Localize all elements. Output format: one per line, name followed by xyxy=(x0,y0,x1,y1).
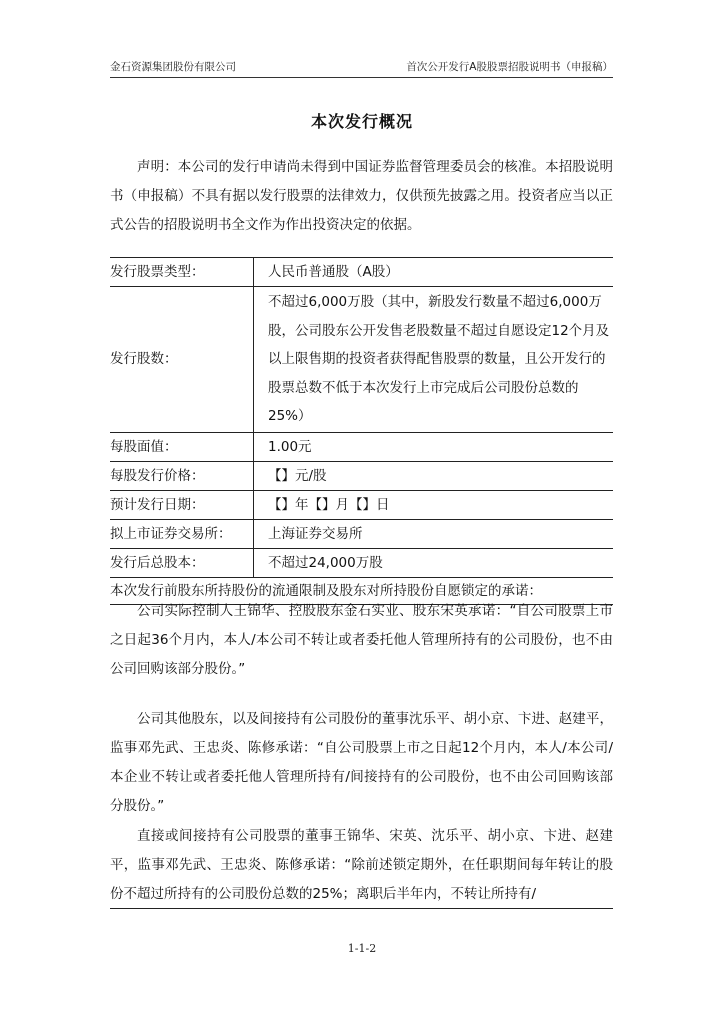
table-row xyxy=(110,548,613,577)
row-value: 【】元/股 xyxy=(254,461,614,490)
page-number: 1-1-2 xyxy=(347,942,377,955)
row-value: 【】年【】月【】日 xyxy=(254,490,614,519)
row-label: 发行股票类型： xyxy=(110,258,254,287)
lockup-heading: 本次发行前股东所持股份的流通限制及股东对所持股份自愿锁定的承诺： xyxy=(110,577,613,604)
commitment-paragraph: 直接或间接持有公司股票的董事王锦华、宋英、沈乐平、胡小京、卞进、赵建平，监事邓先武、王忠炎、陈修承诺：“除前述锁定期外，在任职期间每年转让的股份不超过所持有的公司股份总数的25%；离职后半年内，不转让所持有/ xyxy=(110,828,613,902)
row-value: 1.00元 xyxy=(254,432,614,461)
header-document-title: 首次公开发行A股股票招股说明书（申报稿） xyxy=(406,61,613,73)
row-label: 预计发行日期： xyxy=(110,490,254,519)
page-title: 本次发行概况 xyxy=(310,112,413,131)
table-row xyxy=(110,519,613,548)
table-row xyxy=(110,432,613,461)
table-row xyxy=(110,287,613,433)
row-label: 拟上市证券交易所： xyxy=(110,519,254,548)
table-row xyxy=(110,258,613,287)
header-rule xyxy=(110,77,613,78)
header-company-name: 金石资源集团股份有限公司 xyxy=(110,61,236,73)
row-value: 不超过24,000万股 xyxy=(254,548,614,577)
table-row xyxy=(110,461,613,490)
row-value: 上海证券交易所 xyxy=(254,519,614,548)
commitment-paragraph: 公司实际控制人王锦华、控股股东金石实业、股东宋英承诺：“自公司股票上市之日起36个月内，本人/本公司不转让或者委托他人管理所持有的公司股份，也不由公司回购该部分股份。” xyxy=(110,603,613,677)
page-header xyxy=(110,57,613,75)
row-label: 发行后总股本： xyxy=(110,548,254,577)
row-label: 每股发行价格： xyxy=(110,461,254,490)
statement-paragraph: 声明：本公司的发行申请尚未得到中国证券监督管理委员会的核准。本招股说明书（申报稿）不具有据以发行股票的法律效力，仅供预先披露之用。投资者应当以正式公告的招股说明书全文作为作出投资决定的依据。 xyxy=(110,159,613,233)
row-value: 人民币普通股（A股） xyxy=(254,258,614,287)
row-value: 不超过6,000万股（其中，新股发行数量不超过6,000万股，公司股东公开发售老股数量不超过自愿设定12个月及以上限售期的投资者获得配售股票的数量，且公开发行的股票总数不低于本次发行上市完成后公司股份总数的25%） xyxy=(254,287,614,433)
row-label: 发行股数： xyxy=(110,287,254,433)
content-bottom-rule xyxy=(110,908,613,909)
table-row xyxy=(110,490,613,519)
commitment-paragraph: 公司其他股东，以及间接持有公司股份的董事沈乐平、胡小京、卞进、赵建平，监事邓先武、王忠炎、陈修承诺：“自公司股票上市之日起12个月内，本人/本公司/本企业不转让或者委托他人管理所持有/间接持有的公司股份，也不由公司回购该部分股份。” xyxy=(110,711,613,814)
offering-summary-table xyxy=(110,257,613,605)
row-label: 每股面值： xyxy=(110,432,254,461)
